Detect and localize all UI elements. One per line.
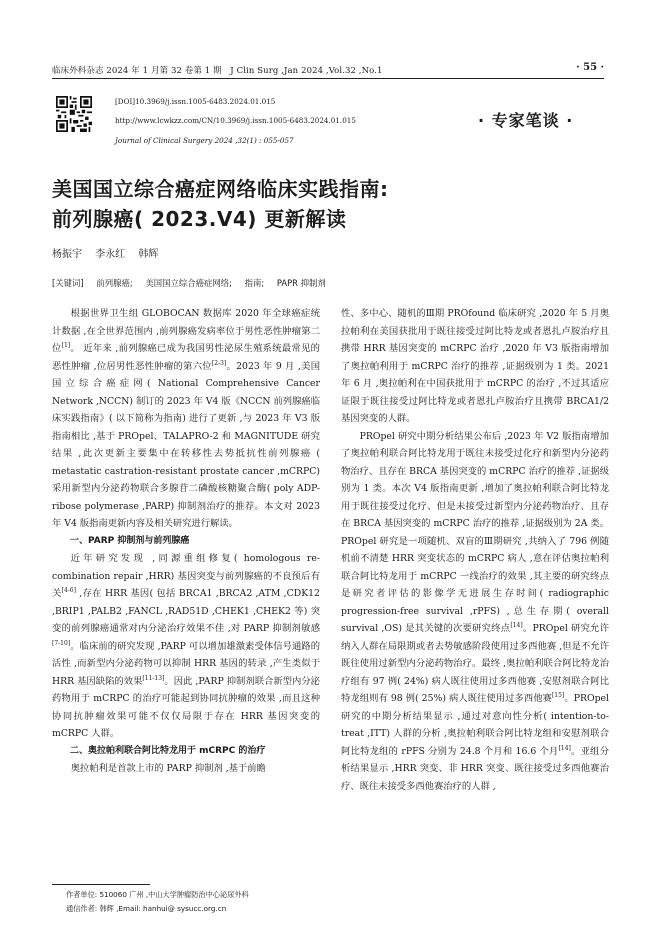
right-column [341, 305, 609, 795]
section-heading: 二、奥拉帕利联合阿比特龙用于 mCRPC 的治疗 [70, 745, 266, 756]
qr-code-icon [56, 96, 92, 132]
page-number: · 55 · [576, 62, 604, 73]
author-name: 杨振宇 [52, 249, 82, 260]
article-title-line-1: 美国国立综合癌症网络临床实践指南: [52, 177, 389, 201]
article-url[interactable]: http://www.lcwkzz.com/CN/10.3969/j.issn.1005-6483.2024.01.015 [115, 116, 356, 125]
keyword: PAPR 抑制剂 [276, 278, 326, 288]
author-name: 李永红 [95, 249, 126, 260]
body-paragraph: 近年研究发现 ,同源重组修复( homologous re-combination repair ,HRR) 基因突变与前列腺癌的不良预后有关[4-6] ,存在 HRR 基因( 包括 BRCA1 ,BRCA2 ,ATM ,CDK12 ,BRIP1 ,PALB2 ,FANCL ,RAD51D ,CHEK1 ,CHEK2 等) 突变的前列腺癌通常对内分泌治疗效果不佳 ,对 PARP 抑制剂敏感[7-10]。临床前的研究发现 ,PARP 可以增加雄激素受体信号通路的活性 ,而新型内分泌药物可以抑制 HRR 基因的转录 ,产生类似于 HRR 基因缺陷的效果[11-13]。因此 ,PARP 抑制剂联合新型内分泌药物用于 mCRPC 的治疗可能起到协同抗肿瘤的效果 ,而且这种协同抗肿瘤效果可能不仅仅局限于存在 HRR 基因突变的 mCRPC 人群。 [52, 553, 320, 739]
corresponding-author: 通信作者: 韩辉 ,Email: hanhui@ sysucc.org.cn [66, 904, 227, 913]
article-title-line-2: 前列腺癌( 2023.V4) 更新解读 [52, 207, 347, 231]
keyword: 指南; [244, 278, 265, 288]
author-name: 韩辉 [138, 249, 159, 260]
header-rule [52, 78, 604, 79]
body-paragraph: 奥拉帕利是首款上市的 PARP 抑制剂 ,基于前瞻 [70, 763, 266, 774]
doi-line: [DOI]10.3969/j.issn.1005-6483.2024.01.015 [115, 97, 276, 106]
keywords-label: [关键词] [52, 278, 84, 288]
author-affiliation: 作者单位: 510060 广州 ,中山大学肿瘤防治中心泌尿外科 [66, 890, 249, 899]
keywords [52, 277, 336, 289]
body-paragraph: 性、多中心、随机的Ⅲ期 PROfound 临床研究 ,2020 年 5 月奥拉帕利在美国获批用于既往接受过阿比特龙或者恩扎卢胺治疗且携带 HRR 基因突变的 mCRPC 治疗 ,2020 年 V3 版指南增加了奥拉帕利用于 mCRPC 治疗的推荐 ,证据级别为 1 类。2021 年 6 月 ,奥拉帕利在中国获批用于 mCRPC 的治疗 ,不过其适应证限于既往接受过阿比特龙或者恩扎卢胺治疗且携带 BRCA1/2基因突变的人群。 [341, 308, 609, 424]
author-list [52, 245, 168, 260]
footnote-rule [52, 884, 150, 885]
body-paragraph: PROpel 研究中期分析结果公布后 ,2023 年 V2 版指南增加了奥拉帕利联合阿比特龙用于既往未接受过化疗和新型内分泌药物治疗、且存在 BRCA 基因突变的 mCRPC 治疗的推荐 ,证据级别为 1 类。本次 V4 版指南更新 ,增加了奥拉帕利联合阿比特龙用于既往接受过化疗、但是未接受过新型内分泌药物治疗、且存在 BRCA 基因突变的 mCRPC 治疗的推荐 ,证据级别为 2A 类。PROpel 研究是一项随机、双盲的Ⅲ期研究 ,共纳入了 796 例随机前不清楚 HRR 突变状态的 mCRPC 病人 ,意在评估奥拉帕利联合阿比特龙用于 mCRPC 一线治疗的效果 ,其主要的研究终点是研究者评估的影像学无进展生存时间( radiographic progression-free survival ,rPFS) ,总生存期( overall survival ,OS) 是其关键的次要研究终点[14]。PROpel 研究允许纳入人群在局限期或者去势敏感阶段使用过多西他赛 ,但是不允许既往使用过新型内分泌药物治疗。最终 ,奥拉帕利联合阿比特龙治疗组有 97 例( 24%) 病人既往使用过多西他赛 ,安慰剂联合阿比特龙组则有 98 例( 25%) 病人既往使用过多西他赛[15]。PROpel 研究的中期分析结果显示 ,通过对意向性分析( intention-to-treat ,ITT) 人群的分析 ,奥拉帕利联合阿比特龙组和安慰剂联合阿比特龙组的 rPFS 分别为 24.8 个月和 16.6 个月[14]。亚组分析结果显示 ,HRR 突变、非 HRR 突变、既往接受过多西他赛治疗、既往未接受多西他赛治疗的人群 , [341, 430, 609, 792]
citation-line: Journal of Clinical Surgery 2024 ,32(1) : 055-057 [115, 136, 294, 145]
section-tag: · 专家笔谈 · [478, 111, 574, 130]
running-header: 临床外科杂志 2024 年 1 月第 32 卷第 1 期 J Clin Surg ,Jan 2024 ,Vol.32 ,No.1 [52, 66, 383, 76]
body-paragraph: 根据世界卫生组 GLOBOCAN 数据库 2020 年全球癌症统计数据 ,在全世界范围内 ,前列腺癌发病率位于男性恶性肿瘤第二位[1]。 近年来 ,前列腺癌已成为我国男性泌尿生殖系统最常见的恶性肿瘤 ,位居男性恶性肿瘤的第六位[2-3]。2023 年 9 月 ,美国国立综合癌症网( National Comprehensive Cancer Network ,NCCN) 制订的 2023 年 V4 版《NCCN 前列腺癌临床实践指南》( 以下简称为指南) 进行了更新 ,与 2023 年 V3 版指南相比 ,基于 PROpel、TALAPRO-2 和 MAGNITUDE 研究结果 ,此次更新主要集中在转移性去势抵抗性前列腺癌 ( metastatic castration-resistant prostate cancer ,mCRPC) 采用新型内分泌药物联合多腺苷二磷酸核糖聚合酶( poly ADP-ribose polymerase ,PARP) 抑制剂治疗的推荐。本文对 2023 年 V4 版指南更新内容及相关研究进行解读。 [52, 308, 320, 529]
section-heading: 一、PARP 抑制剂与前列腺癌 [70, 535, 190, 546]
keyword: 美国国立综合癌症网络; [145, 278, 232, 288]
left-column [52, 305, 320, 778]
keyword: 前列腺癌; [96, 278, 133, 288]
